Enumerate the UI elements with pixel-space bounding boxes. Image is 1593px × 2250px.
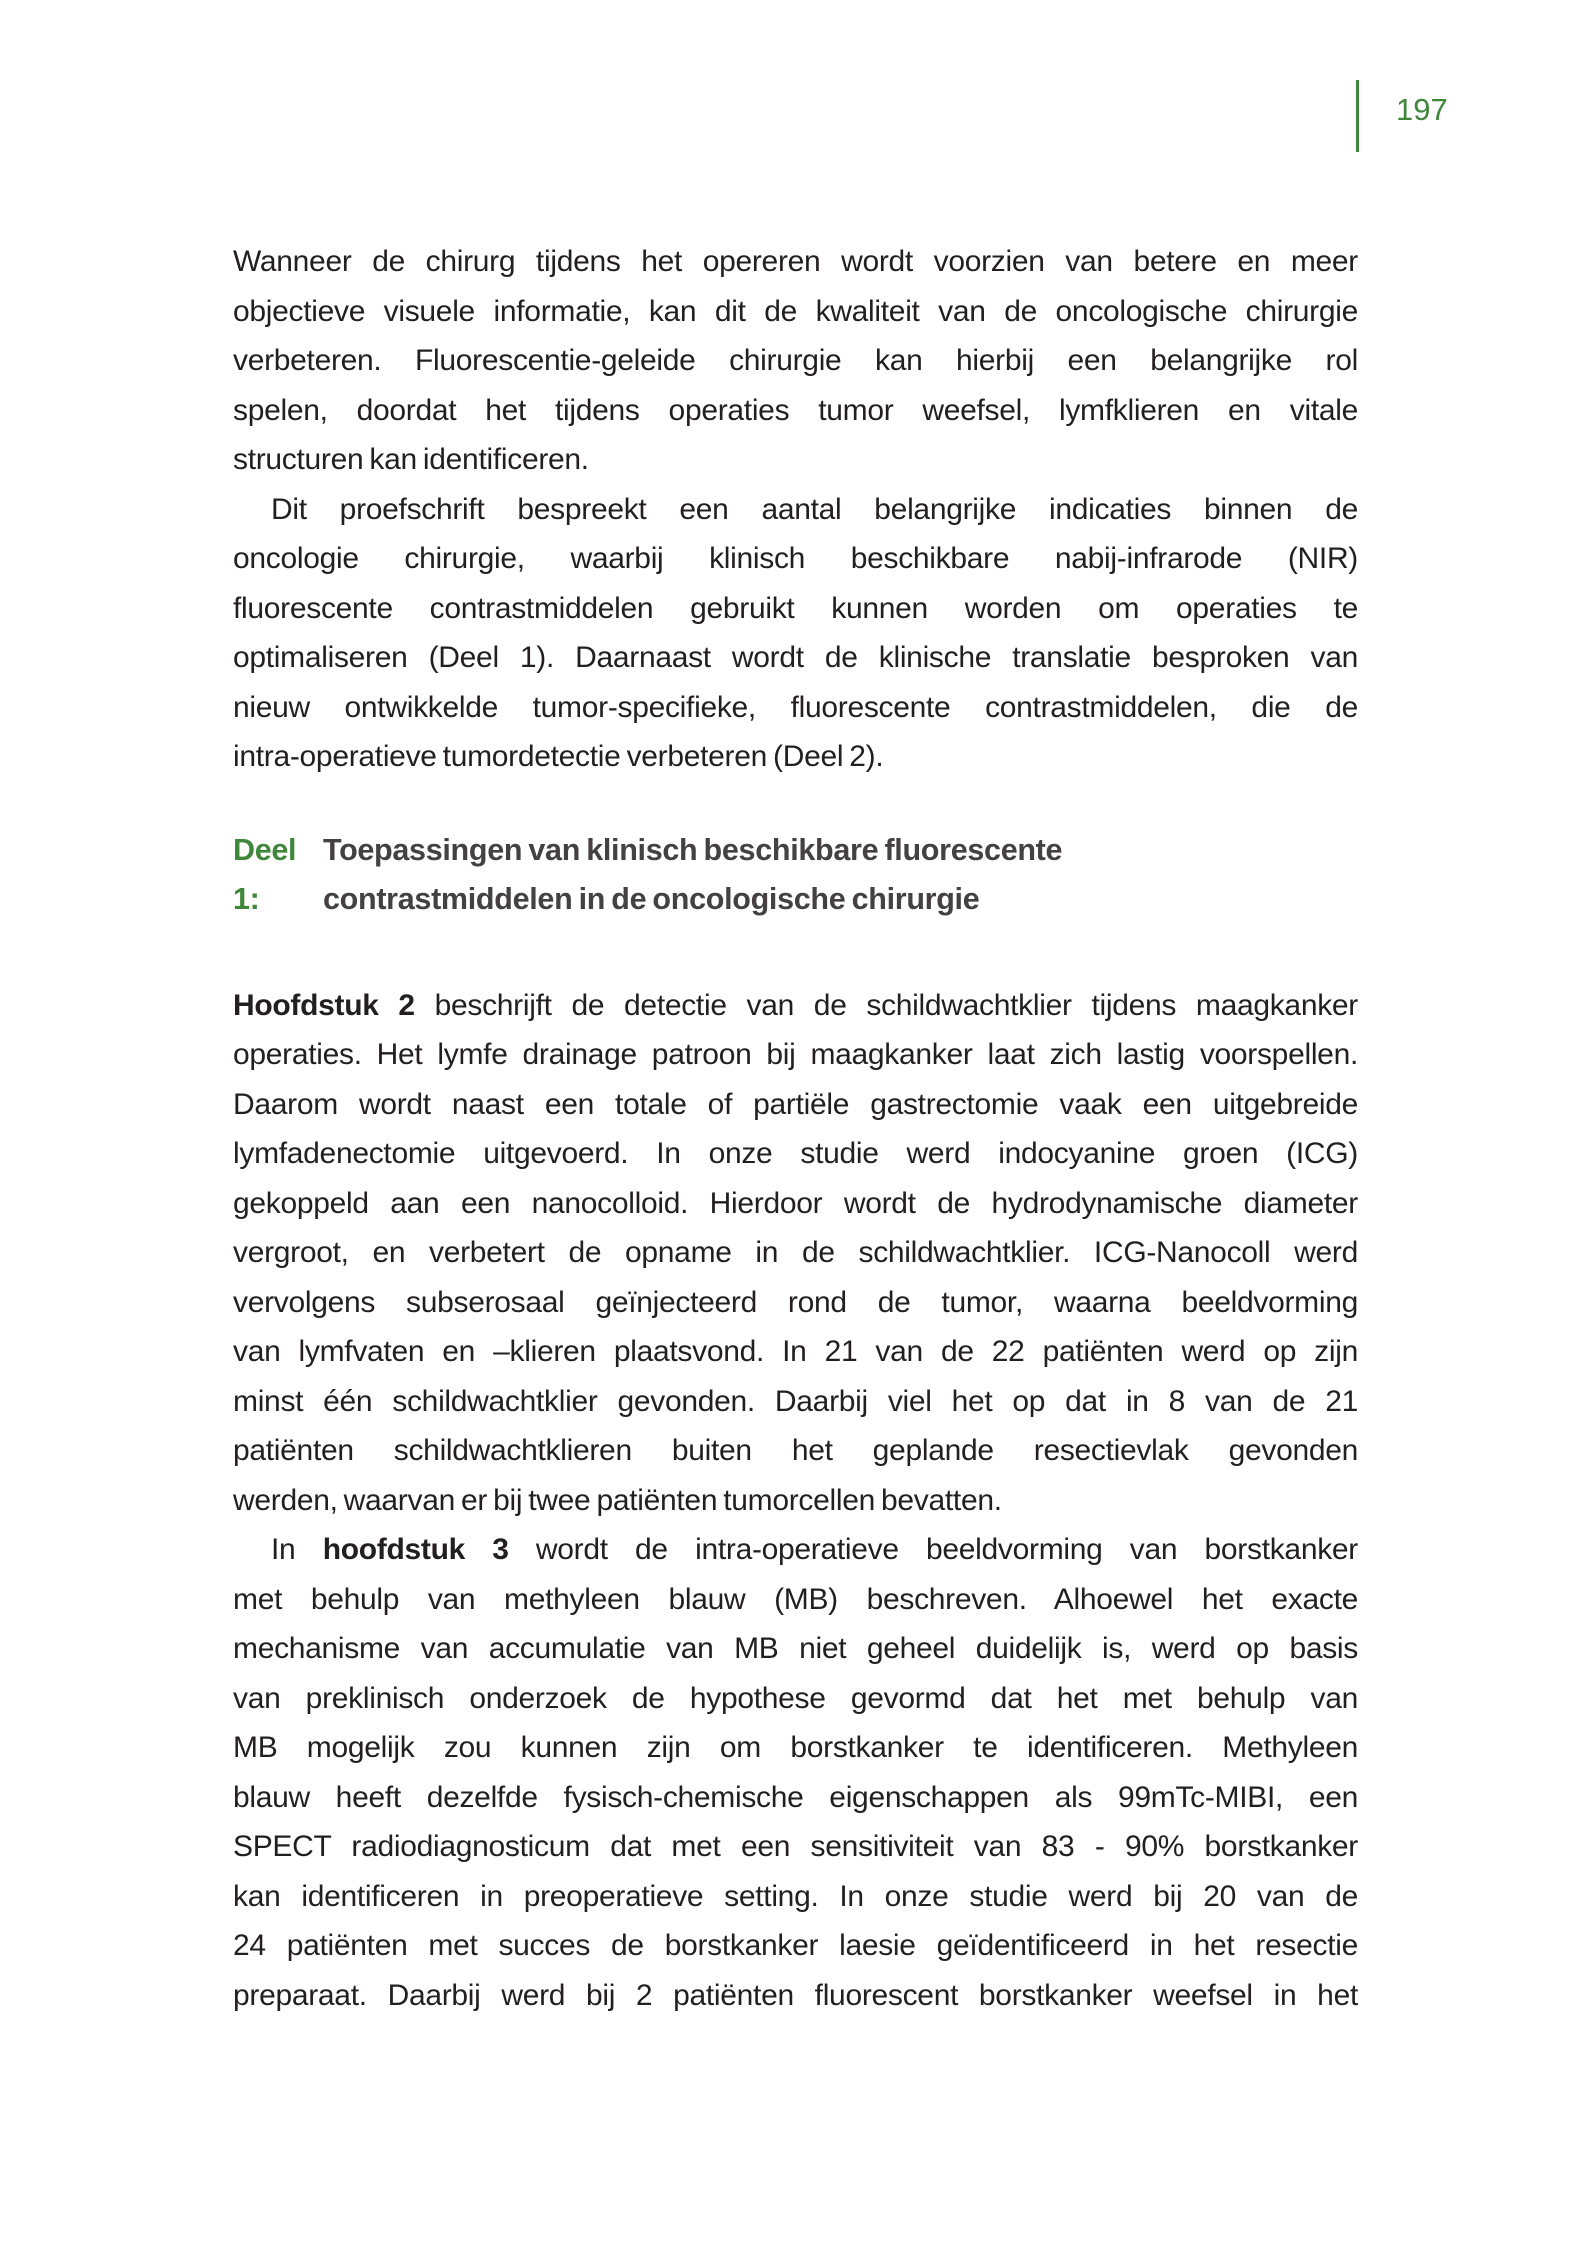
text-line: structuren kan identificeren. xyxy=(233,443,589,476)
text-line: fluorescente contrastmiddelen gebruikt kunnen worden om operaties te xyxy=(233,591,1358,625)
text-line: Wanneer de chirurg tijdens het opereren wordt voorzien van betere en meer xyxy=(233,245,1358,278)
text-line: Daarom wordt naast een totale of partiële gastrectomie vaak een uitgebreide xyxy=(233,1087,1358,1121)
text-line: objectieve visuele informatie, kan dit de kwaliteit van de oncologische chirurgie xyxy=(233,294,1358,328)
text-line: 24 patiënten met succes de borstkanker laesie geïdentificeerd in het resectie xyxy=(233,1929,1358,1962)
text-line: Hoofdstuk 2 beschrijft de detectie van de schildwachtklier tijdens maagkanker xyxy=(233,988,1358,1022)
body-text xyxy=(233,237,1358,2020)
text-line: SPECT radiodiagnosticum dat met een sensitiviteit van 83 - 90% borstkanker xyxy=(233,1830,1358,1863)
text-line: met behulp van methyleen blauw (MB) beschreven. Alhoewel het exacte xyxy=(233,1582,1358,1616)
paragraph xyxy=(233,1525,1358,2020)
text-line: Dit proefschrift bespreekt een aantal belangrijke indicaties binnen de xyxy=(271,492,1358,526)
text-line: werden, waarvan er bij twee patiënten tumorcellen bevatten. xyxy=(233,1483,1002,1517)
text-line: kan identificeren in preoperatieve setting. In onze studie werd bij 20 van de xyxy=(233,1879,1358,1913)
section-heading-title-line1: Toepassingen van klinisch beschikbare fluorescente xyxy=(323,832,1063,867)
text-line: van lymfvaten en –klieren plaatsvond. In 21 van de 22 patiënten werd op zijn xyxy=(233,1335,1358,1368)
section-heading-title xyxy=(323,826,1358,925)
text-line: spelen, doordat het tijdens operaties tumor weefsel, lymfklieren en vitale xyxy=(233,393,1358,427)
paragraph xyxy=(233,485,1358,782)
text-line: vervolgens subserosaal geïnjecteerd rond de tumor, waarna beeldvorming xyxy=(233,1285,1358,1319)
text-line: patiënten schildwachtklieren buiten het geplande resectievlak gevonden xyxy=(233,1434,1358,1467)
text-line: mechanisme van accumulatie van MB niet geheel duidelijk is, werd op basis xyxy=(233,1632,1358,1665)
text-line: gekoppeld aan een nanocolloid. Hierdoor wordt de hydrodynamische diameter xyxy=(233,1186,1358,1220)
paragraph xyxy=(233,981,1358,1526)
page-number: 197 xyxy=(1396,92,1448,127)
text-line: vergroot, en verbetert de opname in de schildwachtklier. ICG-Nanocoll werd xyxy=(233,1236,1358,1269)
text-line: blauw heeft dezelfde fysisch-chemische eigenschappen als 99mTc-MIBI, een xyxy=(233,1780,1358,1814)
section-heading-title-line2: contrastmiddelen in de oncologische chirurgie xyxy=(323,882,980,916)
intro-paragraphs xyxy=(233,237,1358,782)
text-line: verbeteren. Fluorescentie-geleide chirurgie kan hierbij een belangrijke rol xyxy=(233,344,1358,377)
text-line: nieuw ontwikkelde tumor-specifieke, fluorescente contrastmiddelen, die de xyxy=(233,690,1358,724)
section-heading-number: Deel 1: xyxy=(233,832,297,916)
text-line: preparaat. Daarbij werd bij 2 patiënten fluorescent borstkanker weefsel in het xyxy=(233,1978,1358,2012)
summary-paragraphs xyxy=(233,981,1358,2021)
text-line: optimaliseren (Deel 1). Daarnaast wordt de klinische translatie besproken van xyxy=(233,641,1358,674)
page-number-rule xyxy=(1356,80,1359,152)
text-line: operaties. Het lymfe drainage patroon bij maagkanker laat zich lastig voorspellen. xyxy=(233,1038,1358,1071)
paragraph xyxy=(233,237,1358,485)
text-line: van preklinisch onderzoek de hypothese gevormd dat het met behulp van xyxy=(233,1681,1358,1715)
section-heading xyxy=(233,826,1358,925)
text-line: intra-operatieve tumordetectie verbeteren (Deel 2). xyxy=(233,740,884,773)
text-line: oncologie chirurgie, waarbij klinisch beschikbare nabij-infrarode (NIR) xyxy=(233,542,1358,575)
text-line: minst één schildwachtklier gevonden. Daarbij viel het op dat in 8 van de 21 xyxy=(233,1384,1358,1418)
text-line: lymfadenectomie uitgevoerd. In onze studie werd indocyanine groen (ICG) xyxy=(233,1137,1358,1170)
text-line: MB mogelijk zou kunnen zijn om borstkanker te identificeren. Methyleen xyxy=(233,1731,1358,1764)
text-line: In hoofdstuk 3 wordt de intra-operatieve beeldvorming van borstkanker xyxy=(271,1533,1358,1566)
